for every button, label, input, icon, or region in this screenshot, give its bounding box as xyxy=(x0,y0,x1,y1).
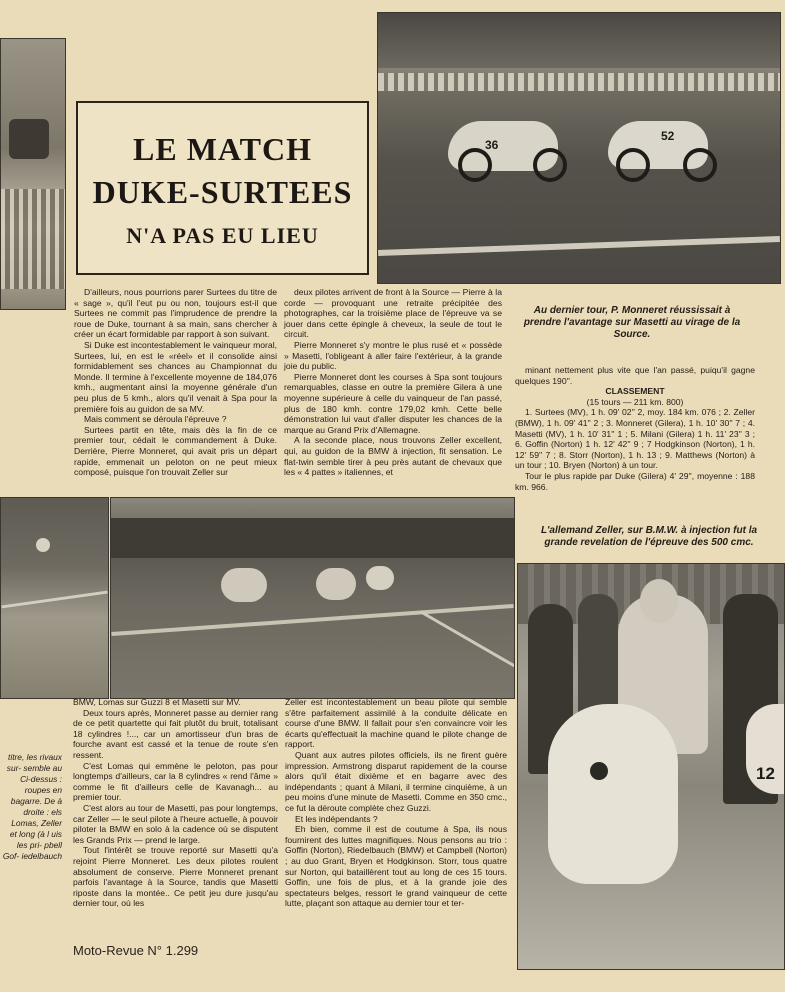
caption-source-corner: Au dernier tour, P. Monneret réussissait à prendre l'avantage sur Masetti au virage de la Source. xyxy=(523,305,741,340)
caption-zeller: L'allemand Zeller, sur B.M.W. à injection fut la grande revelation de l'épreuve des 500 cmc. xyxy=(540,525,758,548)
photo-peloton xyxy=(110,497,515,699)
paragraph: deux pilotes arrivent de front à la Source — Pierre à la corde — provoquant une retraite précipitée des photographes, car la troisième place de l'épreuve va se jouer dans cette épingle à cheveux, la seule de tout le circuit. xyxy=(284,287,502,340)
column-1-bottom xyxy=(73,697,278,909)
paragraph: Quant aux autres pilotes officiels, ils ne firent guère impression. Armstrong disparut rapidement de la course alors qu'il était dixième et en bagarre avec des indépendants ; quant à Milani, il termine cinquième, à un peu moins d'une minute de Masetti. Comme en 350 cmc., ce fut la déroute complète chez Guzzi. xyxy=(285,749,507,813)
paragraph: D'ailleurs, nous pourrions parer Surtees du titre de « sage », qu'il l'eut pu ou non, toujours est-il que Surtees ne commit pas l'imprudence de prendre la roue de Duke, tournant à sa main, sans chercher à créer un écart formidable par rapport à son suivant. xyxy=(74,287,277,340)
headline-line-2: DUKE-SURTEES xyxy=(92,174,353,210)
headline-line-3: N'A PAS EU LIEU xyxy=(126,223,319,248)
paragraph: A la seconde place, nous trouvons Zeller excellent, qui, au guidon de la BMW à injection, fit sensation. Le flat-twin semble tirer à peu près autant de chevaux que les « 4 pattes » italiennes, et xyxy=(284,435,502,478)
paragraph: Pierre Monneret dont les courses à Spa sont toujours remarquables, classe en outre la première Gilera à une moyenne supérieure à celle du vainqueur de l'an passé, plus de 180 kmh. contre 179,02 kmh. Cette belle démonstration lui vaut d'aller disputer les chances de la marque au Grand Prix d'Allemagne. xyxy=(284,371,502,435)
column-2-bottom xyxy=(285,697,507,909)
paragraph: Si Duke est incontestablement le vainqueur moral, Surtees, lui, en est le «réel» et il consolide ainsi formidablement ses chances au Championnat du Monde. Il termine à l'excellente moyenne de 184,076 kmh., augmentant ainsi la moyenne générale d'un peu plus de 5 kmh., alors qu'il venait à Spa pour la première fois au guidon de sa MV. xyxy=(74,339,277,414)
paragraph: minant nettement plus vite que l'an passé, puiqu'il gagne quelques 190''. xyxy=(515,365,755,386)
caption-left-fragment: titre, les rivaux sur- semble au Ci-dessus : roupes en bagarre. De à droite : els Lomas, Zeller et long (à l uis les pri- pbell Gof- iedelbauch xyxy=(2,752,62,861)
paragraph: Pierre Monneret s'y montre le plus rusé et « possède » Masetti, l'obligeant à aller faire l'extérieur, à la grande joie du public. xyxy=(284,339,502,372)
race-number-12: 12 xyxy=(756,764,775,783)
fastest-lap: Tour le plus rapide par Duke (Gilera) 4' 29'', moyenne : 188 km. 966. xyxy=(515,470,755,492)
column-2-top xyxy=(284,287,502,478)
paragraph: C'est alors au tour de Masetti, pas pour longtemps, car Zeller — le seul pilote à l'heure actuelle, à pouvoir piloter la BMW en solo à la cadence où se disputent les Grands Prix — prend le large. xyxy=(73,802,278,845)
paragraph: Et les indépendants ? xyxy=(295,813,378,824)
paragraph: C'est Lomas qui emmène le peloton, pas pour longtemps d'ailleurs, car la 8 cylindres « rend l'âme » comme le fit d'ailleurs celle de Kavanagh... au premier tour. xyxy=(73,760,278,803)
headline-line-1: LE MATCH xyxy=(133,131,312,167)
photo-left-mid xyxy=(0,497,109,699)
paragraph: BMW, Lomas sur Guzzi 8 et Masetti sur MV. xyxy=(73,697,241,707)
column-3-results xyxy=(515,365,755,492)
photo-left-strip xyxy=(0,38,66,310)
classement-subheading: (15 tours — 211 km. 800) xyxy=(586,396,684,407)
race-number-36: 36 xyxy=(485,138,499,152)
classement-list: 1. Surtees (MV), 1 h. 09' 02'' 2, moy. 184 km. 076 ; 2. Zeller (BMW), 1 h. 09' 41'' 2 ; 3. Monneret (Gilera), 1 h. 10' 30'' 7 ; 4. Masetti (MV), 1 h. 10' 31'' 1 ; 5. Milani (Gilera) 1 h. 11' 23'' 3 ; 6. Goffin (Norton) 1 h. 12' 42'' 9 ; 7 Hodgkinson (Norton), 1 h. 12' 59'' 7 ; 8. Storr (Norton), 1 h. 13 ; 9. Matthews (Norton) à un tour ; 10. Bryen (Norton) à un tour. xyxy=(515,407,755,471)
paragraph: Mais comment se déroula l'épreuve ? xyxy=(84,414,227,425)
paragraph: Deux tours après, Monneret passe au dernier rang de ce petit quartette qui fait plutôt du bruit, totalisant 18 cylindres !..., car un amortisseur d'un bras de fourche avant est cassé et la tenue de route s'en ressent. xyxy=(73,707,278,760)
classement-heading: CLASSEMENT xyxy=(605,386,665,397)
headline-box xyxy=(76,101,369,275)
paragraph: Surtees partit en tête, mais dès la fin de ce premier tour, cédait le commandement à Duke. Derrière, Pierre Monneret, qui avait pris un départ rapide, emmenait un peloton on ne peut mieux composé, puisque l'on trouvait Zeller sur xyxy=(74,424,277,478)
race-number-52: 52 xyxy=(661,129,675,143)
paragraph: Zeller est incontestablement un beau pilote qui semble s'être parfaitement assimilé à la conduite délicate en course d'une BMW. Il fallait pour s'en convaincre voir les écarts qu'effectuait la machine quand le pilote change de rapport. xyxy=(285,697,507,750)
photo-race-source xyxy=(377,12,781,284)
paragraph: Eh bien, comme il est de coutume à Spa, ils nous fournirent des luttes magnifiques. Nous pensons au trio : Goffin (Norton), Riedelbauch (BMW) et Campbell (Norton) ; au duo Grant, Bryen et Hodgkinson. Storr, tous quatre sur Norton, qui bataillèrent tout au long de ces 15 tours. Goffin, une fois de plus, et à la grande joie des spectateurs belges, ressort le grand vainqueur de cette lutte, plaçant son attaque au dernier tour et ter- xyxy=(285,824,507,909)
paragraph: Tout l'intérêt se trouve reporté sur Masetti qu'a rejoint Pierre Monneret. Les deux pilotes roulent absolument de conserve. Pierre Monneret prenant parfois l'avantage à la Source, tandis que Masetti riposte dans la montée.. Ce petit jeu dure jusqu'au dernier tour, où les xyxy=(73,845,278,909)
photo-zeller xyxy=(517,563,785,970)
page-footer: Moto-Revue N° 1.299 xyxy=(73,943,199,958)
column-1-top xyxy=(74,287,277,478)
